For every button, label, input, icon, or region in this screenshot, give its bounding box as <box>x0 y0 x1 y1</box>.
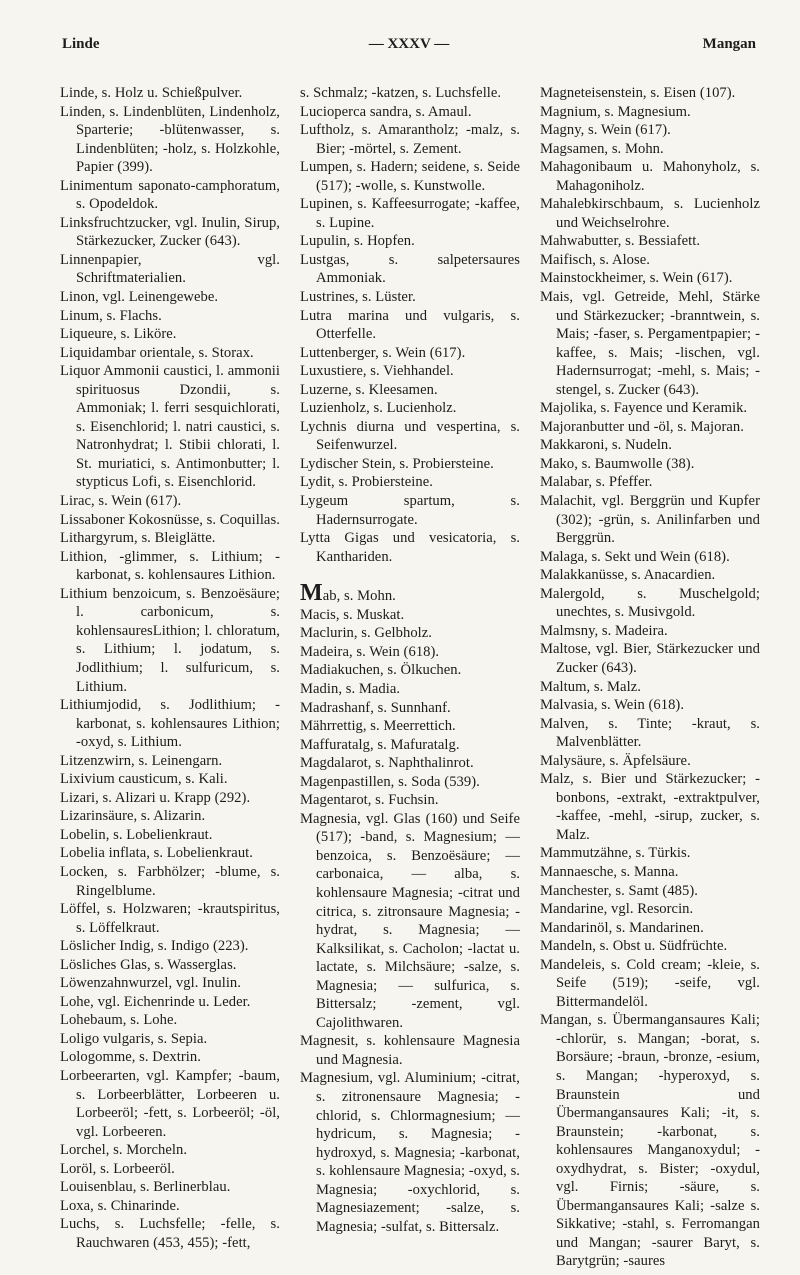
index-entry: Lumpen, s. Hadern; seidene, s. Seide (517); -wolle, s. Kunstwolle. <box>300 159 520 194</box>
index-entry: Malergold, s. Muschelgold; unechtes, s. Musivgold. <box>540 585 760 621</box>
index-entry: Lizarinsäure, s. Alizarin. <box>60 808 206 825</box>
index-entry: Lohe, vgl. Eichenrinde u. Leder. <box>60 993 251 1010</box>
index-entry: Luftholz, s. Amarantholz; -malz, s. Bier; -mörtel, s. Zement. <box>300 122 520 157</box>
index-entry: Linon, vgl. Leinengewebe. <box>60 289 219 306</box>
index-entry: Luxustiere, s. Viehhandel. <box>300 363 454 380</box>
column-2 <box>300 84 520 1259</box>
index-entry: Manchester, s. Samt (485). <box>540 882 698 899</box>
index-entry: Magnesium, vgl. Aluminium; -citrat, s. zitronensaure Magnesia; -chlorid, s. Chlormagnesium; — hydricum, s. Magnesia; -hydroxyd, s. Magnesia; -karbonat, s. kohlensaure Magnesia; -oxyd, s. Magnesia; -oxychlorid, s. Magnesiazement; -salze, s. Magnesia; -sulfat, s. Bittersalz. <box>300 1070 520 1235</box>
index-entry: Maifisch, s. Alose. <box>540 251 650 268</box>
index-entry: Malaga, s. Sekt und Wein (618). <box>540 548 730 565</box>
column-3 <box>540 84 760 1270</box>
index-entry: Magsamen, s. Mohn. <box>540 140 664 157</box>
index-entry: Luchs, s. Luchsfelle; -felle, s. Rauchwaren (453, 455); -fett, <box>60 1216 280 1251</box>
index-entry: Loligo vulgaris, s. Sepia. <box>60 1030 208 1047</box>
index-entry: Mais, vgl. Getreide, Mehl, Stärke und Stärkezucker; -branntwein, s. Mais; -faser, s. Pergamentpapier; -kaffee, s. Mais; -lischen, vgl. Hadernsurrogat; -mehl, s. Mais; -stengel, s. Zucker (643). <box>540 289 760 398</box>
index-entry: Malmsny, s. Madeira. <box>540 622 668 639</box>
index-entry: Lixivium causticum, s. Kali. <box>60 771 228 788</box>
index-entry: Mandeleis, s. Cold cream; -kleie, s. Seife (519); -seife, vgl. Bittermandelöl. <box>540 956 760 1010</box>
index-entry: Locken, s. Farbhölzer; -blume, s. Ringelblume. <box>60 863 280 899</box>
header-right-keyword: Mangan <box>702 36 756 52</box>
index-entry: Malvasia, s. Wein (618). <box>540 697 685 714</box>
index-entry: Litzenzwirn, s. Leinengarn. <box>60 752 223 769</box>
index-entry: Malven, s. Tinte; -kraut, s. Malvenblätter. <box>540 715 760 751</box>
index-entry: Lychnis diurna und vespertina, s. Seifenwurzel. <box>300 418 520 454</box>
index-entry: Magny, s. Wein (617). <box>540 122 671 139</box>
index-entry: Makkaroni, s. Nudeln. <box>540 437 672 454</box>
index-entry: Linnenpapier, vgl. Schriftmaterialien. <box>60 251 280 287</box>
page-number: — XXXV — <box>368 36 450 52</box>
index-entry: Löffel, s. Holzwaren; -krautspiritus, s. Löffelkraut. <box>60 901 280 936</box>
index-entry: Lösliches Glas, s. Wasserglas. <box>60 956 237 973</box>
index-entry: Linum, s. Flachs. <box>60 307 162 324</box>
index-entry: Lorchel, s. Morcheln. <box>60 1142 188 1159</box>
index-entry: Lithiumjodid, s. Jodlithium; -karbonat, s. kohlensaures Lithion; -oxyd, s. Lithium. <box>60 697 280 751</box>
index-entry: Linimentum saponato-camphoratum, s. Opodeldok. <box>60 177 280 213</box>
index-entry: Liquor Ammonii caustici, l. ammonii spirituosus Dzondii, s. Ammoniak; l. ferri sesquichlorati, s. Eisenchlorid; l. natri caustici, s. Natronhydrat; l. Stibii chlorati, l. St. muriatici, s. Antimonbutter; l. stypticus Lofi, s. Eisenchlorid. <box>60 363 280 491</box>
index-entry: Lizari, s. Alizari u. Krapp (292). <box>60 789 251 806</box>
index-entry: Luzerne, s. Kleesamen. <box>300 381 438 398</box>
index-entry: Lupinen, s. Kaffeesurrogate; -kaffee, s. Lupine. <box>300 196 520 231</box>
index-entry: Liqueure, s. Liköre. <box>60 326 177 343</box>
index-entry: Louisenblau, s. Berlinerblau. <box>60 1179 231 1196</box>
index-entry: Mangan, s. Übermangansaures Kali; -chlorür, s. Mangan; -borat, s. Borsäure; -braun, -bronze, -esium, s. Mangan; -hyperoxyd, s. Braunstein und Übermangansaures Kali; -it, s. Braunstein; -karbonat, s. kohlensaures Manganoxydul; -oxydhydrat, s. Bister; -oxydul, vgl. Firnis; -säure, s. Übermangansaures Kali; -salze s. Sikkative; -stahl, s. Ferromangan und Mangan; -saurer Baryt, s. Barytgrün; -saures <box>540 1012 760 1270</box>
index-entry: s. Schmalz; -katzen, s. Luchsfelle. <box>300 85 502 101</box>
index-columns <box>60 84 760 1270</box>
index-entry: Madeira, s. Wein (618). <box>300 643 440 660</box>
index-entry: Malabar, s. Pfeffer. <box>540 474 653 491</box>
section-first-entry-text: ab, s. Mohn. <box>322 588 396 605</box>
index-entry: Majoranbutter und -öl, s. Majoran. <box>540 418 744 435</box>
header-left-keyword: Linde <box>62 36 100 52</box>
index-entry: Luzienholz, s. Lucienholz. <box>300 400 457 417</box>
index-entry: Magentarot, s. Fuchsin. <box>300 792 439 809</box>
index-entry: Magnium, s. Magnesium. <box>540 103 691 120</box>
index-entry: Magenpastillen, s. Soda (539). <box>300 773 480 790</box>
section-gap <box>300 566 520 584</box>
index-entry: Madiakuchen, s. Ölkuchen. <box>300 662 462 679</box>
index-entry: Majolika, s. Fayence und Keramik. <box>540 400 748 417</box>
index-entry: Maltum, s. Malz. <box>540 678 641 695</box>
index-entry: Mannaesche, s. Manna. <box>540 863 679 880</box>
index-entry: Madin, s. Madia. <box>300 680 401 697</box>
column-1 <box>60 84 280 1259</box>
index-entry: Magneteisenstein, s. Eisen (107). <box>540 85 736 101</box>
index-entry: Maltose, vgl. Bier, Stärkezucker und Zucker (643). <box>540 641 760 676</box>
index-entry: Lobelia inflata, s. Lobelienkraut. <box>60 845 253 862</box>
index-entry: Lorbeerarten, vgl. Kampfer; -baum, s. Lorbeerblätter, Lorbeeren u. Lorbeeröl; -fett, s. Lorbeeröl; -öl, vgl. Lorbeeren. <box>60 1067 280 1140</box>
index-entry: Linde, s. Holz u. Schießpulver. <box>60 85 243 101</box>
index-entry: Mahwabutter, s. Bessiafett. <box>540 233 701 250</box>
index-entry: Löslicher Indig, s. Indigo (223). <box>60 938 249 955</box>
index-entry: Löwenzahnwurzel, vgl. Inulin. <box>60 975 241 992</box>
index-entry: Lologomme, s. Dextrin. <box>60 1049 201 1066</box>
index-entry: Mainstockheimer, s. Wein (617). <box>540 270 733 287</box>
index-entry: Magnesit, s. kohlensaure Magnesia und Magnesia. <box>300 1033 520 1068</box>
index-entry: Linden, s. Lindenblüten, Lindenholz, Sparterie; -blütenwasser, s. Lindenblüten; -holz, s. Holzkohle, Papier (399). <box>60 103 280 176</box>
index-entry: Lutra marina und vulgaris, s. Otterfelle. <box>300 307 520 343</box>
index-entry: Lithion, -glimmer, s. Lithium; -karbonat, s. kohlensaures Lithion. <box>60 548 280 584</box>
index-entry: Mandarinöl, s. Mandarinen. <box>540 919 704 936</box>
index-entry: Lucioperca sandra, s. Amaul. <box>300 103 472 120</box>
index-entry: Lydischer Stein, s. Probiersteine. <box>300 455 494 472</box>
index-entry: Mahalebkirschbaum, s. Lucienholz und Weichselrohre. <box>540 196 760 231</box>
index-entry: Mandarine, vgl. Resorcin. <box>540 901 694 918</box>
index-entry: Maclurin, s. Gelbholz. <box>300 625 433 642</box>
index-entry: Mährrettig, s. Meerrettich. <box>300 718 456 735</box>
index-entry: Maffuratalg, s. Mafuratalg. <box>300 736 460 753</box>
index-entry: Lohebaum, s. Lohe. <box>60 1012 178 1029</box>
index-entry: Mammutzähne, s. Türkis. <box>540 845 691 862</box>
index-entry: Lithargyrum, s. Bleiglätte. <box>60 530 216 547</box>
index-entry: Malysäure, s. Äpfelsäure. <box>540 752 691 769</box>
index-entry: Lydit, s. Probiersteine. <box>300 474 433 491</box>
index-entry: Mandeln, s. Obst u. Südfrüchte. <box>540 938 728 955</box>
index-entry: Lustgas, s. salpetersaures Ammoniak. <box>300 251 520 287</box>
index-entry: Linksfruchtzucker, vgl. Inulin, Sirup, Stärkezucker, Zucker (643). <box>60 214 280 250</box>
index-entry: Lirac, s. Wein (617). <box>60 493 182 510</box>
index-entry: Malz, s. Bier und Stärkezucker; -bonbons, -extrakt, -extraktpulver, -kaffee, -mehl, -sirup, zucker, s. Malz. <box>540 771 760 843</box>
index-entry: Lobelin, s. Lobelienkraut. <box>60 826 213 843</box>
index-entry: Macis, s. Muskat. <box>300 606 405 623</box>
index-entry: Lissaboner Kokosnüsse, s. Coquillas. <box>60 511 280 528</box>
index-entry: Malachit, vgl. Berggrün und Kupfer (302); -grün, s. Anilinfarben und Berggrün. <box>540 493 760 547</box>
index-entry: Lustrines, s. Lüster. <box>300 289 416 306</box>
section-initial-letter: M <box>300 580 323 607</box>
index-entry: Lupulin, s. Hopfen. <box>300 233 415 250</box>
index-entry: Lygeum spartum, s. Hadernsurrogate. <box>300 493 520 528</box>
index-entry: Liquidambar orientale, s. Storax. <box>60 344 254 361</box>
page-header <box>62 36 756 58</box>
index-entry: Magdalarot, s. Naphthalinrot. <box>300 755 474 772</box>
section-first-entry <box>300 580 520 607</box>
index-entry: Mahagonibaum u. Mahonyholz, s. Mahagoniholz. <box>540 159 760 194</box>
index-entry: Malakkanüsse, s. Anacardien. <box>540 567 716 584</box>
index-entry: Madrashanf, s. Sunnhanf. <box>300 699 451 716</box>
index-entry: Magnesia, vgl. Glas (160) und Seife (517); -band, s. Magnesium; — benzoica, s. Benzoësäure; — carbonaica, — alba, s. kohlensaure Magnesia; -citrat und citrica, s. zitronsaure Magnesia; -hydrat, s. Magnesia; — Kalksilikat, s. Cacholon; -lactat u. lactate, s. Milchsäure; -salze, s. Magnesia; — sulfurica, s. Bittersalz; -zement, vgl. Cajolithwaren. <box>300 810 520 1031</box>
index-entry: Loxa, s. Chinarinde. <box>60 1197 180 1214</box>
index-entry: Mako, s. Baumwolle (38). <box>540 455 695 472</box>
index-entry: Loröl, s. Lorbeeröl. <box>60 1160 175 1177</box>
index-entry: Lithium benzoicum, s. Benzoësäure; l. carbonicum, s. kohlensauresLithion; l. chloratum, s. Lithium; l. jodatum, s. Jodlithium; l. sulfuricum, s. Lithium. <box>60 585 280 695</box>
index-entry: Luttenberger, s. Wein (617). <box>300 344 466 361</box>
index-entry: Lytta Gigas und vesicatoria, s. Kanthariden. <box>300 530 520 565</box>
